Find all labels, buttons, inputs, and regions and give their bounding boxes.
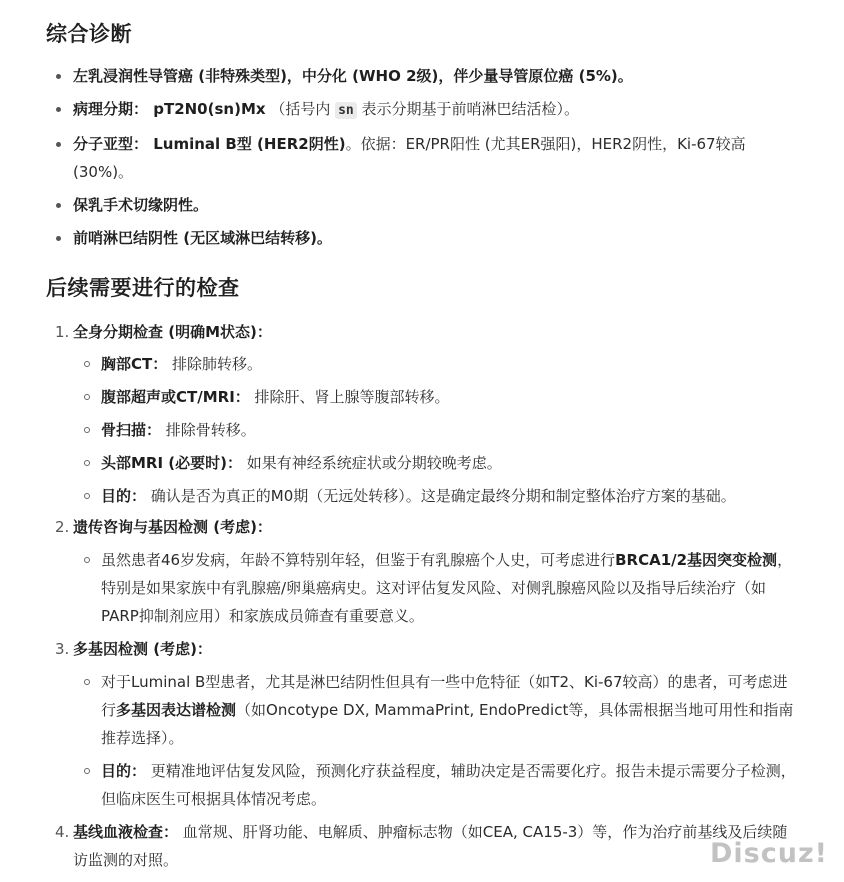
list-item: 虽然患者46岁发病，年龄不算特别年轻，但鉴于有乳腺癌个人史，可考虑进行BRCA1/2基因突变检测，特别是如果家族中有乳腺癌/卵巢癌病史。这对评估复发风险、对侧乳腺癌风险以及指导后续治疗（如PARP抑制剂应用）和家族成员筛查有重要意义。 [83,546,799,630]
list-item: 左乳浸润性导管癌 (非特殊类型)，中分化 (WHO 2级)，伴少量导管原位癌 (5%)。 [52,62,792,90]
staging-sublist [83,350,799,515]
genetic-sublist [83,546,799,635]
list-item: 保乳手术切缘阴性。 [52,191,792,219]
list-item: 目的： 确认是否为真正的M0期（无远处转移）。这是确定最终分期和制定整体治疗方案的基础。 [83,482,799,510]
diagnosis-list [52,62,792,257]
list-item: 病理分期： pT2N0(sn)Mx （括号内 sn 表示分期基于前哨淋巴结活检）。 [52,95,792,125]
section-title-exams: 后续需要进行的检查 [46,276,240,300]
list-item: 骨扫描： 排除骨转移。 [83,416,799,444]
list-item: 腹部超声或CT/MRI： 排除肝、肾上腺等腹部转移。 [83,383,799,411]
list-item: 目的： 更精准地评估复发风险，预测化疗获益程度，辅助决定是否需要化疗。报告未提示需要分子检测，但临床医生可根据具体情况考虑。 [83,757,799,813]
watermark-logo: Discuz! [710,838,828,869]
multigene-sublist [83,668,799,818]
list-item: 对于Luminal B型患者，尤其是淋巴结阴性但具有一些中危特征（如T2、Ki-67较高）的患者，可考虑进行多基因表达谱检测（如Oncotype DX, MammaPrint, EndoPredict等，具体需根据当地可用性和指南推荐选择）。 [83,668,799,752]
section-title-diagnosis: 综合诊断 [46,22,132,46]
inline-code: sn [335,102,357,119]
list-item: 分子亚型： Luminal B型 (HER2阴性)。依据：ER/PR阳性 (尤其ER强阳)，HER2阴性，Ki-67较高 (30%)。 [52,130,792,186]
list-item: 胸部CT： 排除肺转移。 [83,350,799,378]
list-item: 前哨淋巴结阴性 (无区域淋巴结转移)。 [52,224,792,252]
list-item: 头部MRI (必要时)： 如果有神经系统症状或分期较晚考虑。 [83,449,799,477]
